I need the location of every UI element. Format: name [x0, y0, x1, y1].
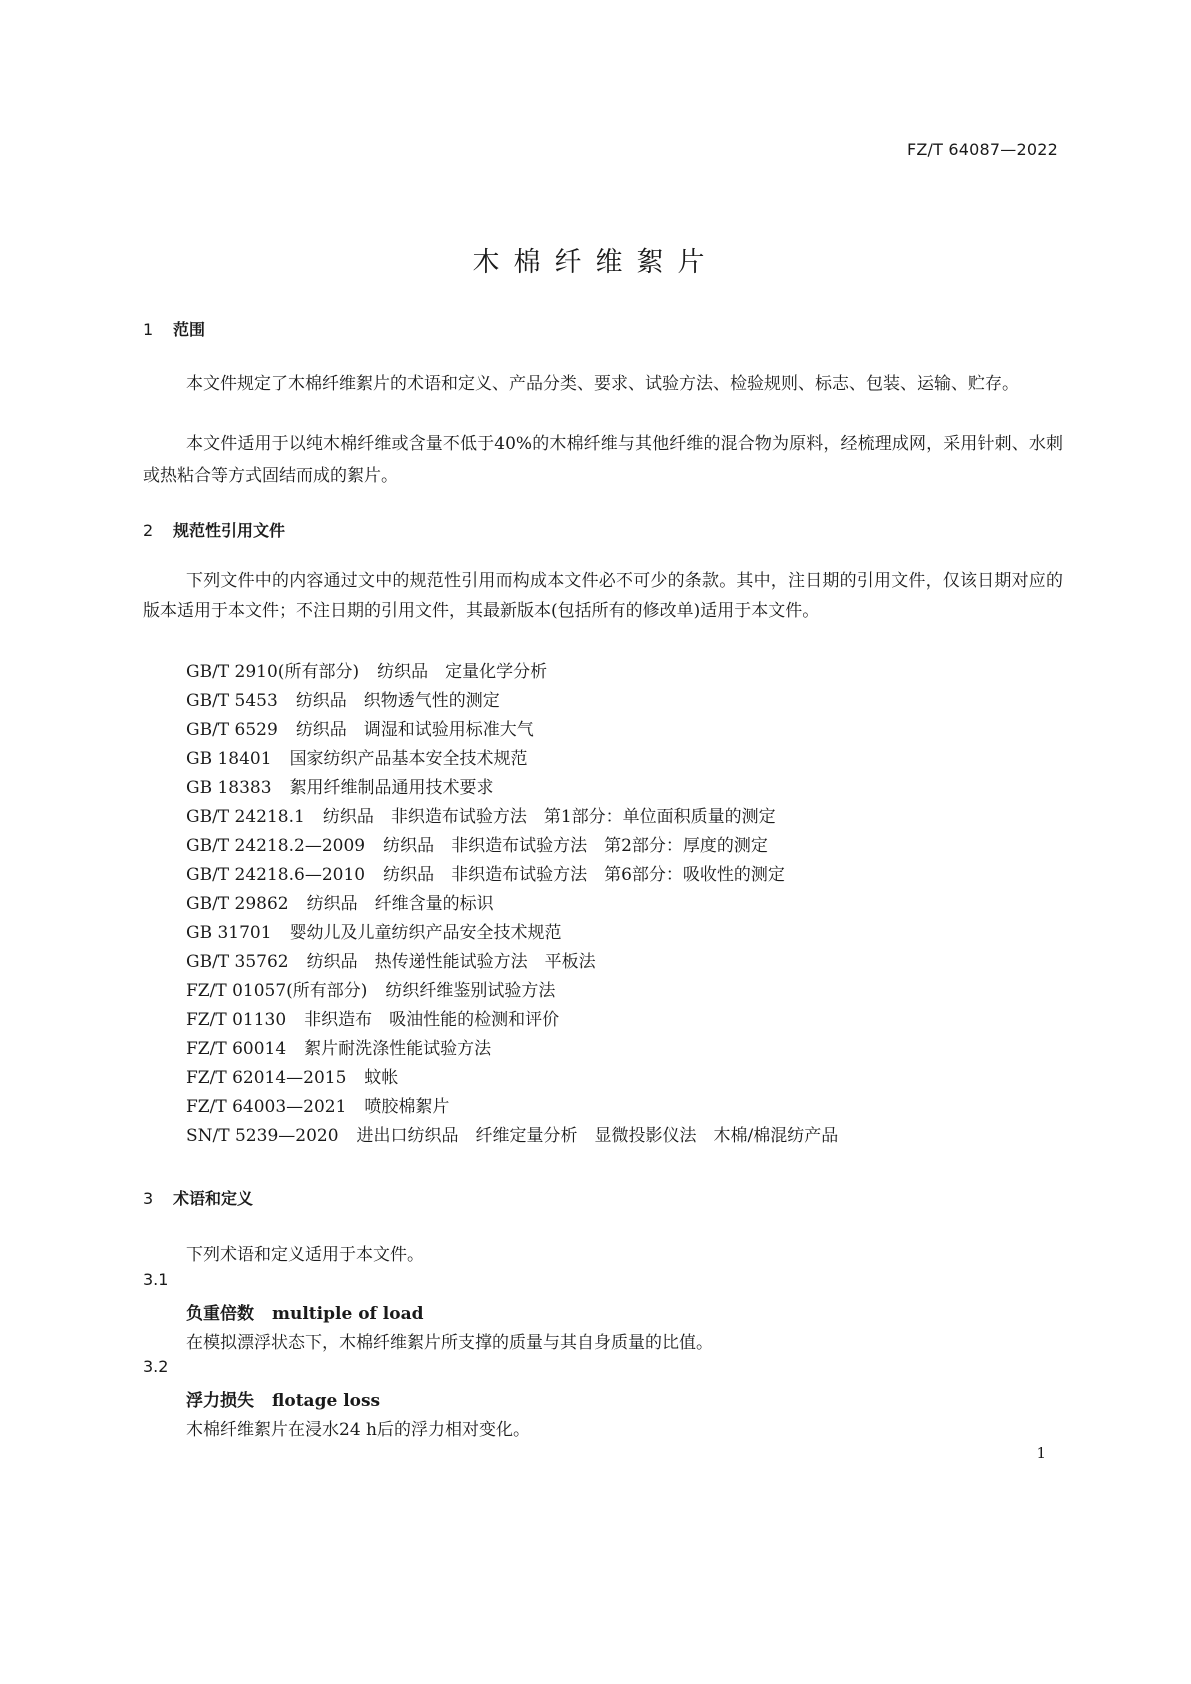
reference-code: GB 31701 — [186, 923, 272, 943]
reference-code: GB 18383 — [186, 778, 272, 798]
reference-item — [186, 1068, 398, 1088]
reference-item — [186, 923, 562, 943]
term-definition: 在模拟漂浮状态下，木棉纤维絮片所支撑的质量与其自身质量的比值。 — [186, 1333, 713, 1353]
term-number: 3.2 — [143, 1357, 169, 1376]
reference-title: 非织造布 吸油性能的检测和评价 — [304, 1010, 560, 1030]
section-title: 术语和定义 — [173, 1189, 254, 1208]
reference-item — [186, 1010, 559, 1030]
section-2-heading — [143, 518, 285, 541]
term-entry — [186, 1386, 380, 1411]
reference-title: 纺织纤维鉴别试验方法 — [385, 981, 556, 1001]
term-chinese: 负重倍数 — [186, 1304, 254, 1324]
term-english: multiple of load — [272, 1304, 424, 1324]
reference-item — [186, 720, 534, 740]
reference-code: GB/T 24218.2—2009 — [186, 836, 366, 856]
reference-title: 纺织品 织物透气性的测定 — [295, 691, 500, 711]
reference-item — [186, 1126, 838, 1146]
reference-code: GB/T 5453 — [186, 691, 278, 711]
reference-title: 纺织品 调湿和试验用标准大气 — [295, 720, 534, 740]
reference-code: FZ/T 60014 — [186, 1039, 287, 1059]
reference-title: 纺织品 非织造布试验方法 第6部分：吸收性的测定 — [383, 865, 785, 885]
section-3-heading — [143, 1186, 253, 1209]
section-number: 1 — [143, 320, 154, 339]
section-number: 2 — [143, 521, 154, 540]
reference-code: GB/T 24218.1 — [186, 807, 305, 827]
paragraph: 下列术语和定义适用于本文件。 — [186, 1245, 424, 1265]
reference-item — [186, 894, 494, 914]
reference-code: FZ/T 01130 — [186, 1010, 287, 1030]
reference-title: 婴幼儿及儿童纺织产品安全技术规范 — [289, 923, 562, 943]
paragraph: 本文件适用于以纯木棉纤维或含量不低于40%的木棉纤维与其他纤维的混合物为原料，经梳理成网，采用针刺、水刺或热粘合等方式固结而成的絮片。 — [143, 434, 1063, 486]
reference-title: 絮用纤维制品通用技术要求 — [289, 778, 494, 798]
section-1-heading — [143, 317, 205, 340]
reference-item — [186, 836, 768, 856]
term-entry — [186, 1299, 423, 1324]
reference-item — [186, 778, 494, 798]
reference-code: GB 18401 — [186, 749, 272, 769]
reference-title: 蚊帐 — [364, 1068, 399, 1088]
reference-title: 进出口纺织品 纤维定量分析 显微投影仪法 木棉/棉混纺产品 — [356, 1126, 839, 1146]
page-number: 1 — [1036, 1444, 1046, 1462]
reference-code: FZ/T 01057(所有部分) — [186, 981, 368, 1001]
reference-code: GB/T 2910(所有部分) — [186, 662, 360, 682]
reference-item — [186, 952, 596, 972]
reference-title: 纺织品 定量化学分析 — [377, 662, 548, 682]
term-chinese: 浮力损失 — [186, 1391, 254, 1411]
reference-code: FZ/T 62014—2015 — [186, 1068, 347, 1088]
reference-title: 纺织品 非织造布试验方法 第2部分：厚度的测定 — [383, 836, 768, 856]
document-title: 木棉纤维絮片 — [472, 247, 719, 278]
term-english: flotage loss — [272, 1391, 381, 1411]
reference-item — [186, 662, 547, 682]
reference-code: FZ/T 64003—2021 — [186, 1097, 347, 1117]
reference-item — [186, 1039, 491, 1059]
reference-code: SN/T 5239—2020 — [186, 1126, 339, 1146]
reference-code: GB/T 29862 — [186, 894, 289, 914]
section-title: 范围 — [173, 320, 206, 339]
section-title: 规范性引用文件 — [173, 521, 286, 540]
reference-title: 纺织品 纤维含量的标识 — [306, 894, 494, 914]
reference-title: 絮片耐洗涤性能试验方法 — [304, 1039, 492, 1059]
reference-code: GB/T 35762 — [186, 952, 289, 972]
paragraph: 下列文件中的内容通过文中的规范性引用而构成本文件必不可少的条款。其中，注日期的引用文件，仅该日期对应的版本适用于本文件；不注日期的引用文件，其最新版本(包括所有的修改单)适用于本文件。 — [143, 571, 1063, 621]
reference-title: 国家纺织产品基本安全技术规范 — [289, 749, 528, 769]
reference-title: 纺织品 非织造布试验方法 第1部分：单位面积质量的测定 — [322, 807, 776, 827]
term-number: 3.1 — [143, 1270, 169, 1289]
term-definition: 木棉纤维絮片在浸水24 h后的浮力相对变化。 — [186, 1420, 530, 1440]
standard-code: FZ/T 64087—2022 — [906, 140, 1058, 159]
reference-item — [186, 1097, 449, 1117]
reference-item — [186, 807, 776, 827]
section-number: 3 — [143, 1189, 154, 1208]
reference-title: 喷胶棉絮片 — [364, 1097, 450, 1117]
reference-item — [186, 691, 500, 711]
reference-title: 纺织品 热传递性能试验方法 平板法 — [306, 952, 596, 972]
reference-code: GB/T 24218.6—2010 — [186, 865, 366, 885]
reference-item — [186, 981, 555, 1001]
reference-code: GB/T 6529 — [186, 720, 278, 740]
reference-item — [186, 749, 528, 769]
reference-item — [186, 865, 785, 885]
paragraph: 本文件规定了木棉纤维絮片的术语和定义、产品分类、要求、试验方法、检验规则、标志、包装、运输、贮存。 — [186, 374, 1019, 394]
